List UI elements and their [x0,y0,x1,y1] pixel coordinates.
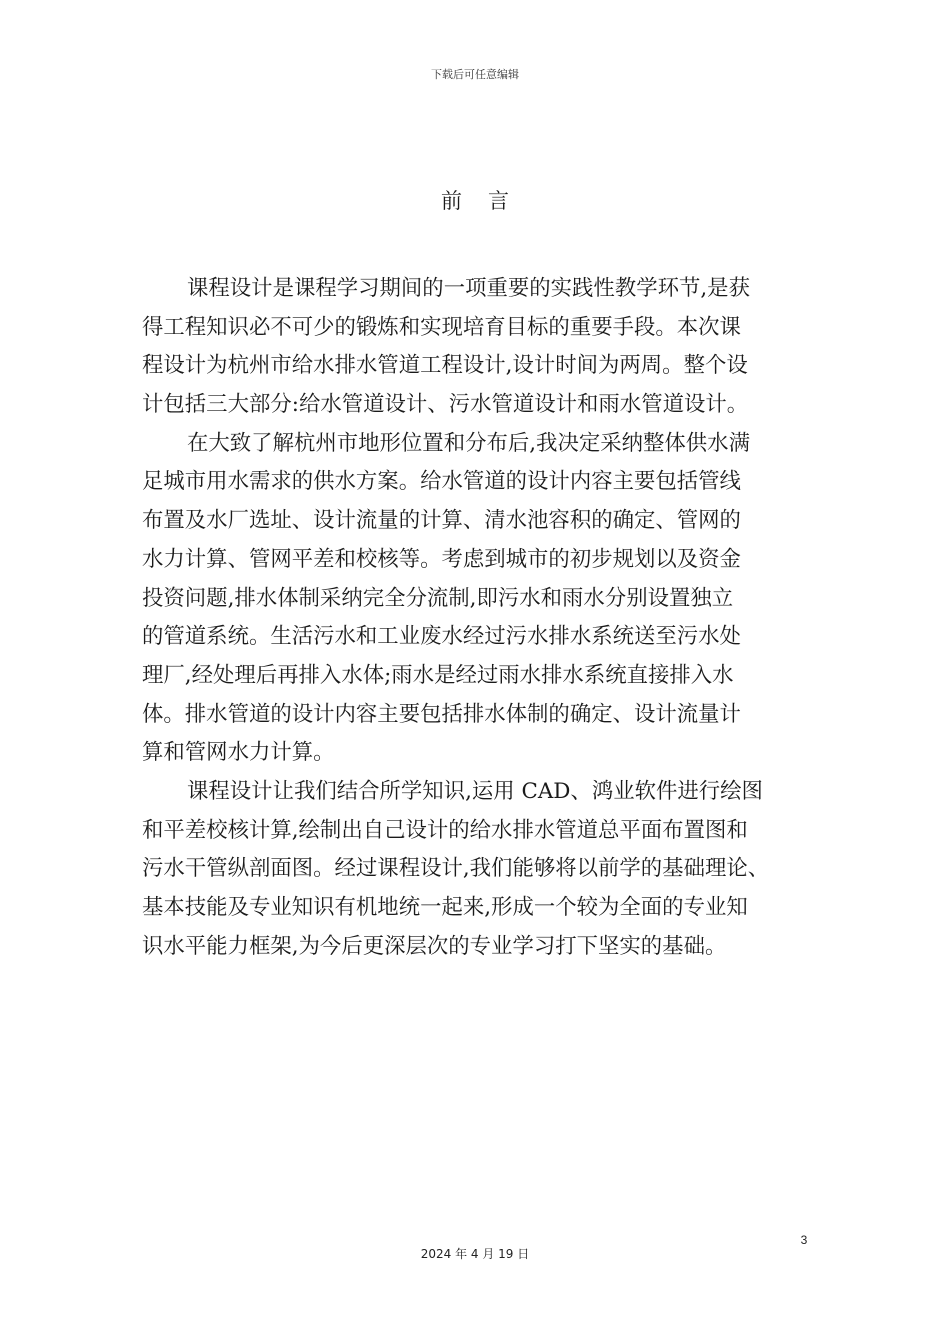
paragraph-2-line-6: 的管道系统。生活污水和工业废水经过污水排水系统送至污水处 [142,624,741,650]
body-text [142,270,810,966]
paragraph-2-line-2: 足城市用水需求的供水方案。给水管道的设计内容主要包括管线 [142,469,741,495]
paragraph-2-line-8: 体。排水管道的设计内容主要包括排水体制的确定、设计流量计 [142,701,741,727]
paragraph-3-line-4: 基本技能及专业知识有机地统一起来,形成一个较为全面的专业知 [142,895,748,920]
paragraph-2-line-4: 水力计算、管网平差和校核等。考虑到城市的初步规划以及资金 [142,546,741,572]
paragraph-2-line-5: 投资问题,排水体制采纳完全分流制,即污水和雨水分别设置独立 [142,585,734,611]
paragraph-3-line-2: 和平差校核计算,绘制出自己设计的给水排水管道总平面布置图和 [142,817,748,843]
paragraph-3-line-1: 课程设计让我们结合所学知识,运用 CAD、鸿业软件进行绘图 [187,778,763,804]
paragraph-1-line-4: 计包括三大部分:给水管道设计、污水管道设计和雨水管道设计。 [142,392,749,418]
page-title: 前言 [441,189,535,213]
page-number: 3 [800,1233,808,1247]
paragraph-2-line-3: 布置及水厂选址、设计流量的计算、清水池容积的确定、管网的 [142,508,741,534]
paragraph-1-line-1: 课程设计是课程学习期间的一项重要的实践性教学环节,是获 [187,276,750,301]
header-note: 下载后可任意编辑 [431,68,519,81]
footer-date: 2024 年 4 月 19 日 [420,1247,530,1261]
paragraph-2-line-1: 在大致了解杭州市地形位置和分布后,我决定采纳整体供水满 [187,430,750,456]
paragraph-1-line-2: 得工程知识必不可少的锻炼和实现培育目标的重要手段。本次课 [142,314,741,340]
paragraph-2-line-7: 理厂,经处理后再排入水体;雨水是经过雨水排水系统直接排入水 [142,662,734,688]
paragraph-3-line-3: 污水干管纵剖面图。经过课程设计,我们能够将以前学的基础理论、 [142,856,770,882]
paragraph-2-line-9: 算和管网水力计算。 [142,740,335,766]
paragraph-3-line-5: 识水平能力框架,为今后更深层次的专业学习打下坚实的基础。 [142,933,727,959]
paragraph-1-line-3: 程设计为杭州市给水排水管道工程设计,设计时间为两周。整个设 [142,353,748,379]
